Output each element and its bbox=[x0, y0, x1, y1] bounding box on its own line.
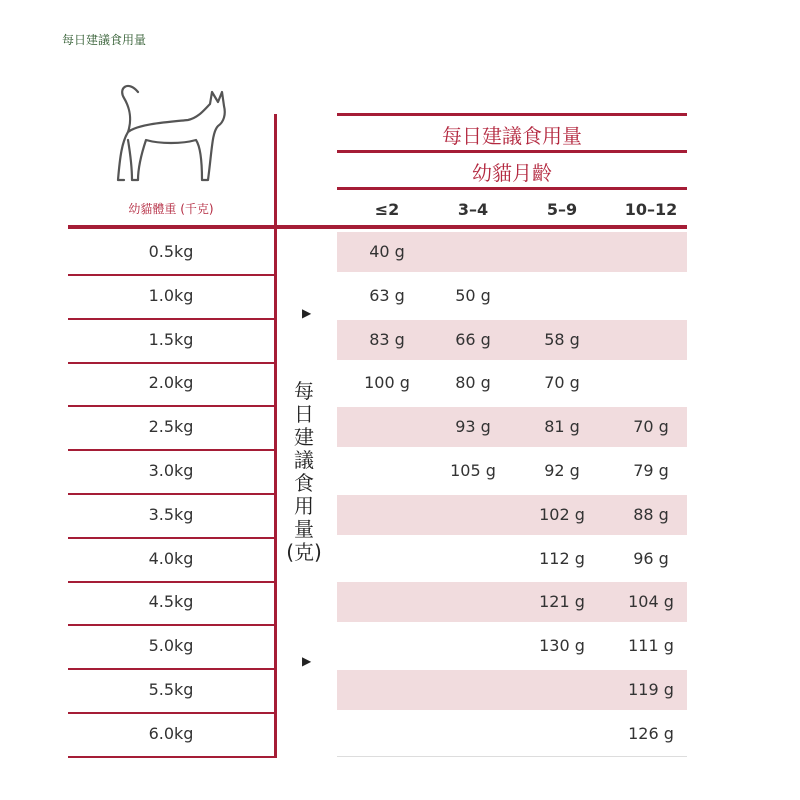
arrow-icon: ▶ bbox=[302, 306, 312, 320]
vertical-label-char: 議 bbox=[294, 448, 314, 472]
table-title: 每日建議食用量 bbox=[442, 124, 582, 148]
age-column-header: ≤2 bbox=[374, 200, 400, 219]
feeding-amount-cell: 96 g bbox=[633, 548, 669, 568]
left-divider bbox=[274, 114, 277, 758]
age-column-header: 3–4 bbox=[457, 200, 489, 219]
weight-label: 5.5kg bbox=[148, 680, 194, 699]
feeding-amount-cell: 112 g bbox=[539, 548, 585, 568]
vertical-label-char: 食 bbox=[294, 471, 314, 495]
feeding-amount-cell: 50 g bbox=[455, 285, 491, 305]
feeding-amount-cell: 66 g bbox=[455, 329, 491, 349]
vertical-label-char: 用 bbox=[294, 494, 314, 518]
age-title: 幼貓月齡 bbox=[472, 161, 552, 185]
feeding-amount-cell: 70 g bbox=[633, 417, 669, 437]
feeding-amount-cell: 83 g bbox=[369, 329, 405, 349]
feeding-amount-cell: 70 g bbox=[544, 373, 580, 393]
vertical-label-char: 建 bbox=[294, 425, 314, 449]
vertical-label-char: (克) bbox=[286, 540, 322, 564]
header-age-line bbox=[337, 187, 687, 190]
weight-label: 3.5kg bbox=[148, 504, 194, 524]
feeding-amount-cell: 126 g bbox=[628, 723, 674, 743]
feeding-amount-cell: 119 g bbox=[628, 680, 674, 699]
weight-label: 0.5kg bbox=[148, 242, 194, 261]
feeding-amount-cell: 80 g bbox=[455, 373, 491, 393]
weight-label: 2.0kg bbox=[148, 373, 194, 393]
feeding-amount-cell: 105 g bbox=[450, 461, 496, 480]
age-column-header: 10–12 bbox=[624, 200, 678, 219]
weight-column-header: 幼貓體重 (千克) bbox=[128, 202, 214, 216]
feeding-amount-cell: 102 g bbox=[539, 504, 585, 524]
feeding-amount-cell: 130 g bbox=[539, 636, 585, 656]
age-column-header: 5–9 bbox=[546, 200, 578, 219]
feeding-amount-cell: 58 g bbox=[544, 329, 580, 349]
feeding-amount-cell: 92 g bbox=[544, 461, 580, 480]
weight-label: 2.5kg bbox=[148, 417, 194, 437]
vertical-label-char: 日 bbox=[294, 402, 314, 426]
row-separator bbox=[68, 756, 275, 758]
header-bottom-line bbox=[68, 225, 687, 229]
page-heading: 每日建議食用量 bbox=[62, 33, 147, 47]
weight-label: 3.0kg bbox=[148, 461, 194, 480]
weight-label: 5.0kg bbox=[148, 636, 194, 656]
feeding-amount-cell: 40 g bbox=[369, 242, 405, 261]
feeding-amount-cell: 121 g bbox=[539, 592, 585, 612]
cat-silhouette-icon bbox=[108, 80, 233, 185]
weight-label: 4.0kg bbox=[148, 548, 194, 568]
feeding-amount-cell: 93 g bbox=[455, 417, 491, 437]
feeding-amount-cell: 63 g bbox=[369, 285, 405, 305]
header-mid-line bbox=[337, 150, 687, 153]
weight-label: 4.5kg bbox=[148, 592, 194, 612]
vertical-label bbox=[283, 380, 325, 564]
vertical-label-char: 每 bbox=[294, 379, 314, 403]
weight-label: 1.5kg bbox=[148, 329, 194, 349]
weight-label: 6.0kg bbox=[148, 723, 194, 743]
vertical-label-char: 量 bbox=[294, 517, 314, 541]
header-top-line bbox=[337, 113, 687, 116]
feeding-amount-cell: 104 g bbox=[628, 592, 674, 612]
feeding-amount-cell: 100 g bbox=[364, 373, 410, 393]
table-bottom-line bbox=[337, 756, 687, 757]
weight-label: 1.0kg bbox=[148, 285, 194, 305]
feeding-amount-cell: 81 g bbox=[544, 417, 580, 437]
feeding-amount-cell: 111 g bbox=[628, 636, 674, 656]
feeding-amount-cell: 79 g bbox=[633, 461, 669, 480]
feeding-amount-cell: 88 g bbox=[633, 504, 669, 524]
arrow-icon: ▶ bbox=[302, 654, 312, 668]
